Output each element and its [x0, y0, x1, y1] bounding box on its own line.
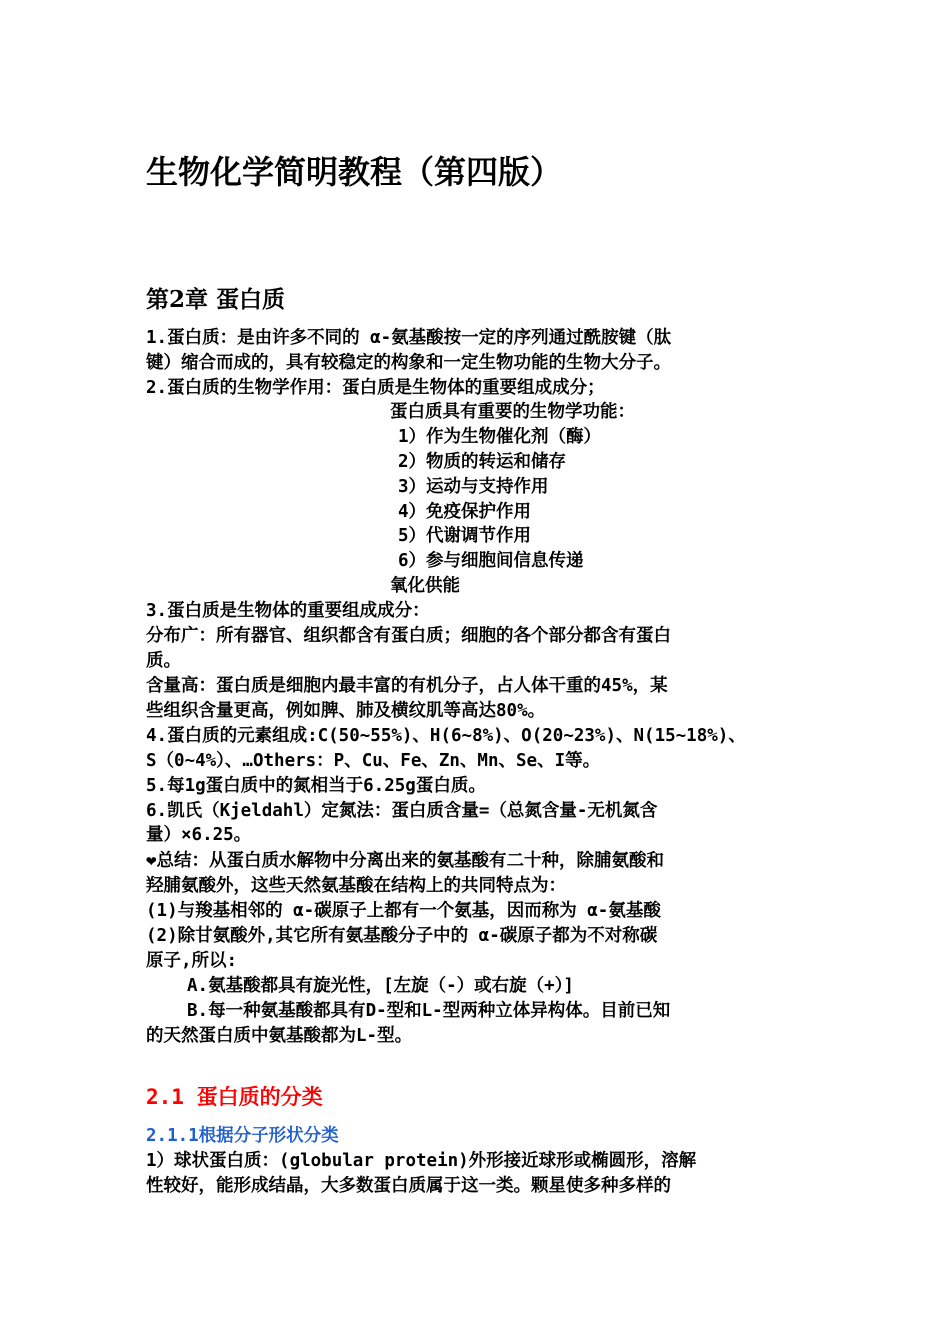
list-item: 6）参与细胞间信息传递 [398, 551, 584, 571]
list-item: 5）代谢调节作用 [398, 526, 532, 546]
text-line: 的天然蛋白质中氨基酸都为L-型。 [146, 1026, 413, 1046]
text-line: 5.每1g蛋白质中的氮相当于6.25g蛋白质。 [146, 776, 486, 796]
section-heading: 2.1 蛋白质的分类 [146, 1085, 323, 1109]
text-line: 蛋白质具有重要的生物学功能： [390, 402, 635, 422]
chapter-heading: 第2章 蛋白质 [146, 286, 286, 313]
text-line: 3.蛋白质是生物体的重要组成成分： [146, 601, 430, 621]
text-line: 键）缩合而成的，具有较稳定的构象和一定生物功能的生物大分子。 [146, 353, 671, 373]
text-line: 1）球状蛋白质：(globular protein)外形接近球形或椭圆形，溶解 [146, 1151, 697, 1171]
text-line: 些组织含量更高，例如脾、肺及横纹肌等高达80%。 [146, 701, 546, 721]
subsection-heading: 2.1.1根据分子形状分类 [146, 1126, 339, 1146]
list-item: 2）物质的转运和储存 [398, 452, 567, 472]
text-line: 性较好，能形成结晶，大多数蛋白质属于这一类。颗星使多种多样的 [146, 1176, 671, 1196]
text-line: 含量高：蛋白质是细胞内最丰富的有机分子，占人体干重的45%，某 [146, 676, 668, 696]
list-item: 3）运动与支持作用 [398, 477, 549, 497]
text-line: ❤总结：从蛋白质水解物中分离出来的氨基酸有二十种，除脯氨酸和 [146, 851, 665, 871]
text-line: 量）×6.25。 [146, 825, 252, 845]
text-line: 分布广：所有器官、组织都含有蛋白质；细胞的各个部分都含有蛋白 [146, 626, 671, 646]
document-title: 生物化学简明教程（第四版） [146, 153, 563, 191]
text-line: 羟脯氨酸外，这些天然氨基酸在结构上的共同特点为： [146, 876, 566, 896]
list-item: 1）作为生物催化剂（酶） [398, 427, 602, 447]
text-line: 原子,所以: [146, 951, 238, 971]
text-line: B.每一种氨基酸都具有D-型和L-型两种立体异构体。目前已知 [187, 1001, 671, 1021]
text-line: 4.蛋白质的元素组成:C(50~55%)、H(6~8%)、O(20~23%)、N(15~18%)、 [146, 726, 746, 746]
list-item: 4）免疫保护作用 [398, 502, 532, 522]
text-line: 1.蛋白质：是由许多不同的 α-氨基酸按一定的序列通过酰胺键（肽 [146, 328, 672, 348]
list-item: 氧化供能 [390, 576, 460, 596]
text-line: A.氨基酸都具有旋光性，[左旋（-）或右旋（+）] [187, 976, 574, 996]
text-line: (2)除甘氨酸外,其它所有氨基酸分子中的 α-碳原子都为不对称碳 [146, 926, 658, 946]
text-line: (1)与羧基相邻的 α-碳原子上都有一个氨基，因而称为 α-氨基酸 [146, 901, 661, 921]
text-line: 2.蛋白质的生物学作用：蛋白质是生物体的重要组成成分； [146, 378, 605, 398]
text-line: 6.凯氏（Kjeldahl）定氮法：蛋白质含量=（总氮含量-无机氮含 [146, 801, 658, 821]
text-line: 质。 [146, 651, 181, 671]
text-line: S（0~4%）、…Others：P、Cu、Fe、Zn、Mn、Se、I等。 [146, 751, 601, 771]
